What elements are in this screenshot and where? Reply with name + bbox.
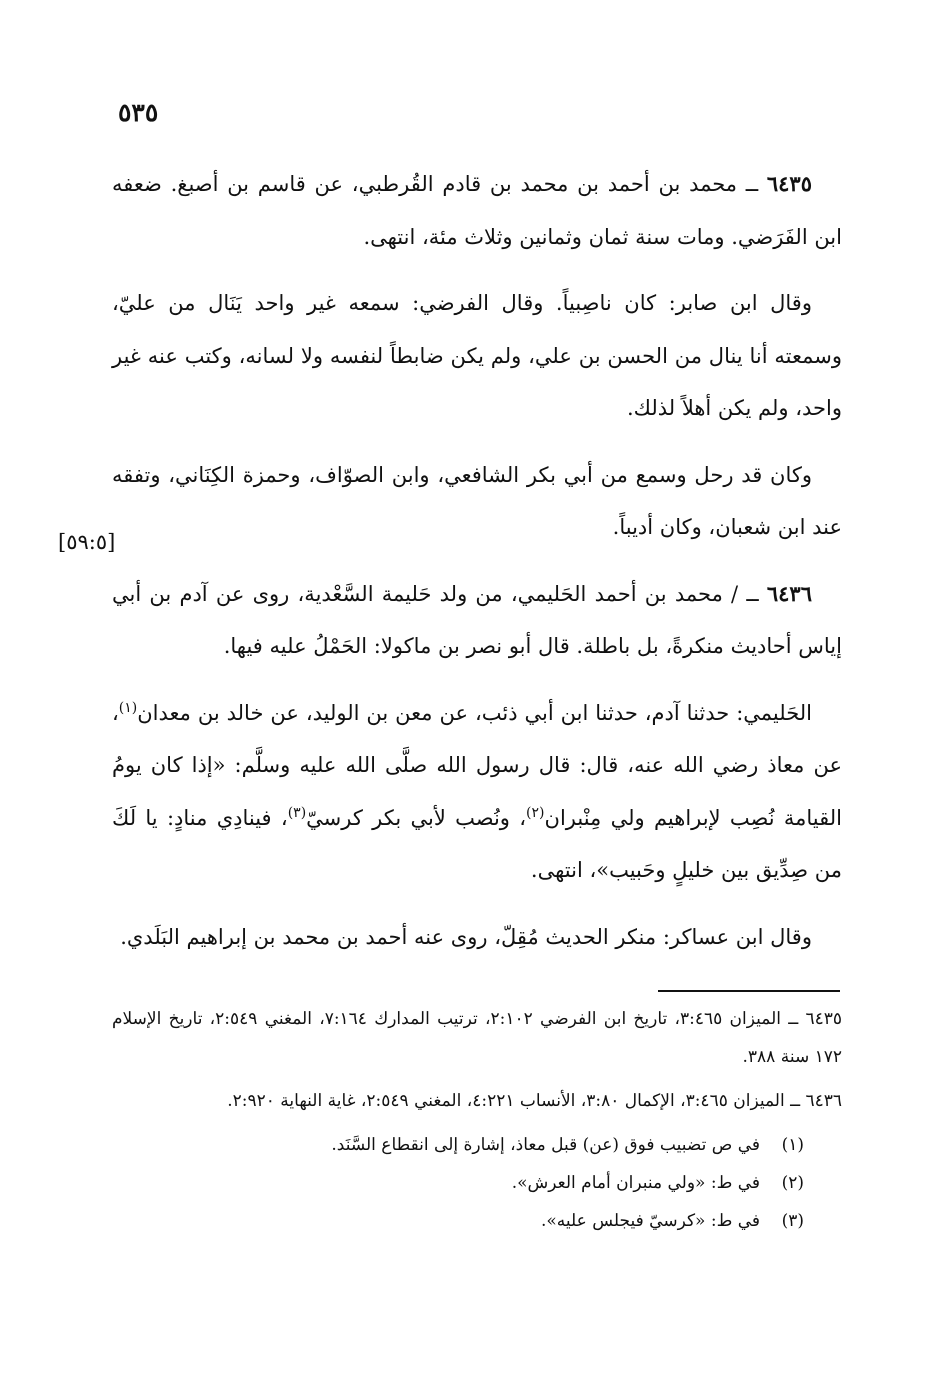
entry-text: ــ محمد بن أحمد بن محمد بن قادم القُرطبي، عن قاسم بن أصبغ. ضعفه ابن الفَرَضي. ومات سنة ثمان وثمانين وثلاث مئة، انتهى. bbox=[112, 172, 842, 249]
footnote-marker: (٣) bbox=[287, 804, 307, 821]
footnote-text: في ط: «ولي منبران أمام العرش». bbox=[511, 1173, 760, 1193]
entry-text: ــ / محمد بن أحمد الحَليمي، من ولد حَليمة السَّعْدية، روى عن آدم بن أبي إياس أحاديث منكرةً، بل باطلة. قال أبو نصر بن ماكولا: الحَمْلُ عليه فيها. bbox=[112, 581, 842, 658]
footnote-1 bbox=[112, 1126, 842, 1164]
entry-6436-para-1 bbox=[112, 568, 842, 673]
footnote-separator-rule bbox=[658, 990, 840, 992]
entry-6435-para-3: وكان قد رحل وسمع من أبي بكر الشافعي، وابن الصوّاف، وحمزة الكِنَاني، وتفقه عند ابن شعبان، وكان أديباً. bbox=[112, 462, 842, 539]
footnote-marker: (٢) bbox=[526, 804, 545, 821]
footnote-3 bbox=[112, 1202, 842, 1240]
entry-6436-para-3: وقال ابن عساكر: منكر الحديث مُقِلّ، روى عنه أحمد بن محمد بن إبراهيم البَلَدي. bbox=[120, 924, 812, 949]
entry-text-segment: ، فينادِي منادٍ: يا لَكَ من صِدِّيق بين خليلٍ وحَبيب»، انتهى. bbox=[112, 805, 842, 882]
footnote-text: في ط: «كرسيّ فيجلس عليه». bbox=[541, 1211, 760, 1231]
entry-6435-para-2: وقال ابن صابر: كان ناصِبياً. وقال الفرضي: سمعه غير واحد يَنَال من عليّ، وسمعته أنا ينال من الحسن بن علي، ولم يكن ضابطاً لنفسه ولا لسانه، وكتب عنه غير واحد، ولم يكن أهلاً لذلك. bbox=[112, 291, 842, 420]
main-text bbox=[112, 158, 842, 977]
marginal-volume-reference: [٥٩:٥] bbox=[58, 530, 116, 554]
footnote-reference-6436: ٦٤٣٦ ــ الميزان ٣:٤٦٥، الإكمال ٣:٨٠، الأنساب ٤:٢٢١، المغني ٢:٥٤٩، غاية النهاية ٢:٩٢٠. bbox=[227, 1091, 842, 1111]
entry-text-segment: الحَليمي: حدثنا آدم، حدثنا ابن أبي ذئب، عن معن بن الوليد، عن خالد بن معدان bbox=[137, 700, 812, 725]
entry-number: ٦٤٣٦ bbox=[766, 580, 812, 606]
footnote-reference-6435: ٦٤٣٥ ــ الميزان ٣:٤٦٥، تاريخ ابن الفرضي ٢:١٠٢، ترتيب المدارك ٧:١٦٤، المغني ٢:٥٤٩، تاريخ الإسلام ١٧٢ سنة ٣٨٨. bbox=[112, 1009, 843, 1067]
footnote-number: (١) bbox=[781, 1135, 804, 1155]
footnotes bbox=[112, 1000, 842, 1240]
footnote-2 bbox=[112, 1164, 842, 1202]
entry-6436-para-2 bbox=[112, 687, 842, 897]
footnote-marker: (١) bbox=[118, 699, 138, 716]
footnote-number: (٣) bbox=[781, 1211, 804, 1231]
entry-6435-para-1 bbox=[112, 158, 842, 263]
page-number: ٥٣٥ bbox=[118, 98, 159, 127]
footnote-number: (٢) bbox=[781, 1173, 804, 1193]
footnote-text: في ص تضبيب فوق (عن) قبل معاذ، إشارة إلى انقطاع السَّنَد. bbox=[331, 1135, 760, 1155]
entry-text-segment: ، ونُصب لأبي بكر كرسيّ bbox=[306, 805, 527, 830]
entry-number: ٦٤٣٥ bbox=[766, 171, 812, 196]
entry-text-segment: ، عن معاذ رضي الله عنه، قال: قال رسول الله صلَّى الله عليه وسلَّم: «إذا كان يومُ القيامة نُصِب لإبراهيم ولي مِنْبران bbox=[112, 700, 842, 830]
